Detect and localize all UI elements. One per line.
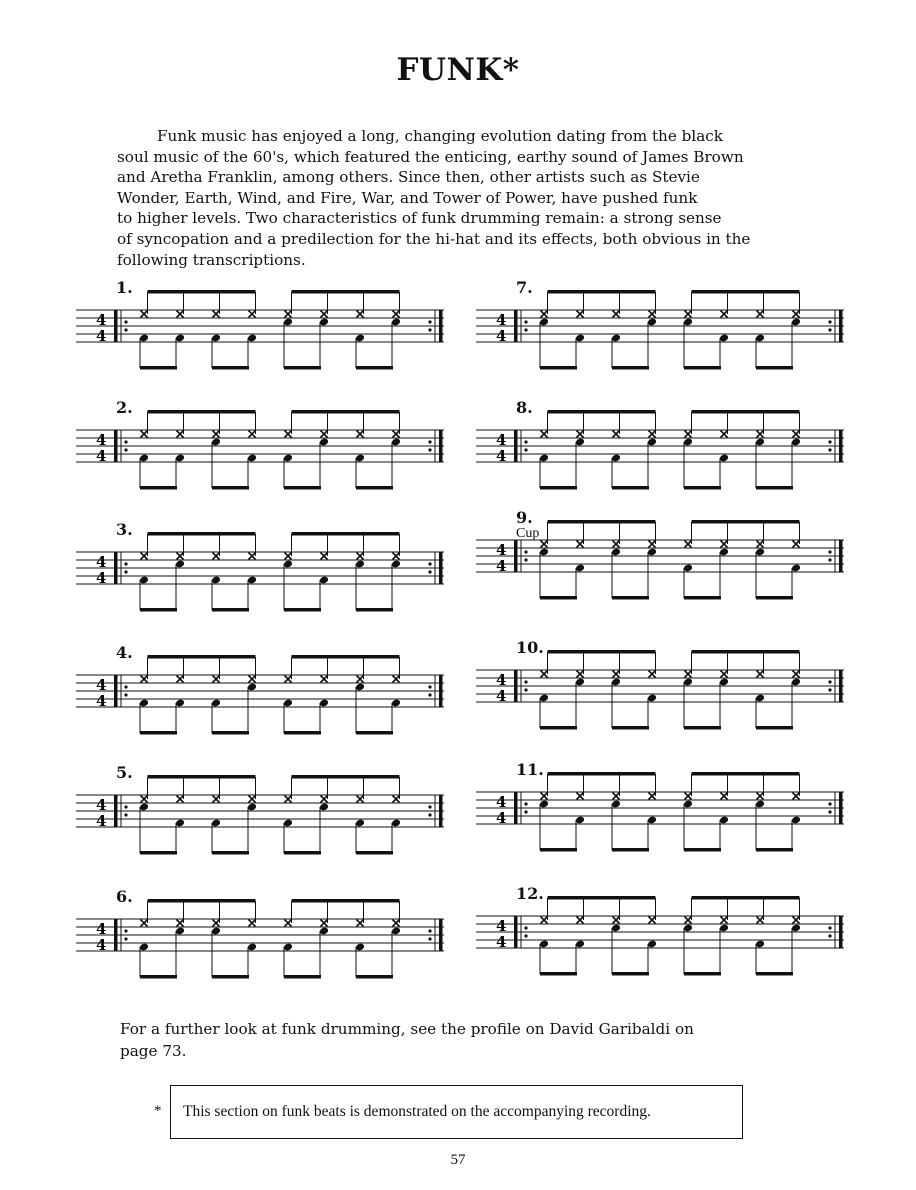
page-number: 57 — [450, 1152, 466, 1168]
time-signature-top: 4 — [96, 311, 107, 329]
time-signature-top: 4 — [496, 541, 507, 559]
example-number: 9. — [516, 508, 533, 527]
example-label: Cup — [516, 526, 540, 541]
example-number: 8. — [516, 398, 533, 417]
time-signature-top: 4 — [496, 917, 507, 935]
intro-line: soul music of the 60's, which featured the enticing, earthy sound of James Brown — [117, 147, 744, 166]
time-signature-bottom: 4 — [96, 936, 107, 954]
example-number: 5. — [116, 763, 133, 782]
intro-paragraph — [117, 126, 837, 270]
example-7 — [472, 278, 832, 388]
intro-line: to higher levels. Two characteristics of funk drumming remain: a strong sense — [117, 209, 722, 228]
example-1 — [72, 278, 432, 388]
example-3 — [72, 520, 432, 630]
time-signature-top: 4 — [96, 920, 107, 938]
further-line: For a further look at funk drumming, see the profile on David Garibaldi on — [120, 1020, 694, 1038]
further-line: page 73. — [120, 1042, 187, 1060]
example-4 — [72, 643, 432, 753]
intro-line: Funk music has enjoyed a long, changing evolution dating from the black — [157, 127, 724, 145]
footnote-text: This section on funk beats is demonstrated on the accompanying recording. — [183, 1103, 651, 1120]
example-11 — [472, 760, 832, 870]
time-signature-top: 4 — [496, 793, 507, 811]
example-number: 1. — [116, 278, 133, 297]
example-8 — [472, 398, 832, 508]
time-signature-top: 4 — [496, 431, 507, 449]
page-title: FUNK* — [396, 52, 520, 88]
intro-line: of syncopation and a predilection for the hi-hat and its effects, both obvious in the — [117, 229, 751, 248]
example-12 — [472, 884, 832, 994]
time-signature-bottom: 4 — [96, 692, 107, 710]
time-signature-top: 4 — [496, 311, 507, 329]
time-signature-bottom: 4 — [96, 447, 107, 465]
footnote-box — [170, 1085, 743, 1139]
further-reading — [120, 1018, 820, 1062]
time-signature-bottom: 4 — [496, 447, 507, 465]
time-signature-top: 4 — [96, 676, 107, 694]
example-number: 3. — [116, 520, 133, 539]
example-number: 6. — [116, 887, 133, 906]
time-signature-bottom: 4 — [496, 687, 507, 705]
example-number: 4. — [116, 643, 133, 662]
example-10 — [472, 638, 832, 748]
example-number: 7. — [516, 278, 533, 297]
time-signature-top: 4 — [96, 553, 107, 571]
time-signature-bottom: 4 — [496, 327, 507, 345]
example-number: 11. — [516, 760, 544, 779]
time-signature-bottom: 4 — [96, 327, 107, 345]
example-5 — [72, 763, 432, 873]
intro-line: Wonder, Earth, Wind, and Fire, War, and Tower of Power, have pushed funk — [117, 188, 698, 207]
time-signature-bottom: 4 — [496, 557, 507, 575]
time-signature-top: 4 — [96, 431, 107, 449]
time-signature-bottom: 4 — [96, 812, 107, 830]
footnote-marker: * — [154, 1103, 162, 1119]
example-9 — [472, 508, 832, 618]
time-signature-top: 4 — [496, 671, 507, 689]
intro-line: and Aretha Franklin, among others. Since then, other artists such as Stevie — [117, 168, 700, 187]
example-6 — [72, 887, 432, 997]
time-signature-bottom: 4 — [96, 569, 107, 587]
time-signature-bottom: 4 — [496, 809, 507, 827]
time-signature-bottom: 4 — [496, 933, 507, 951]
example-number: 12. — [516, 884, 544, 903]
time-signature-top: 4 — [96, 796, 107, 814]
example-2 — [72, 398, 432, 508]
intro-line: following transcriptions. — [117, 250, 306, 269]
example-number: 2. — [116, 398, 133, 417]
example-number: 10. — [516, 638, 544, 657]
